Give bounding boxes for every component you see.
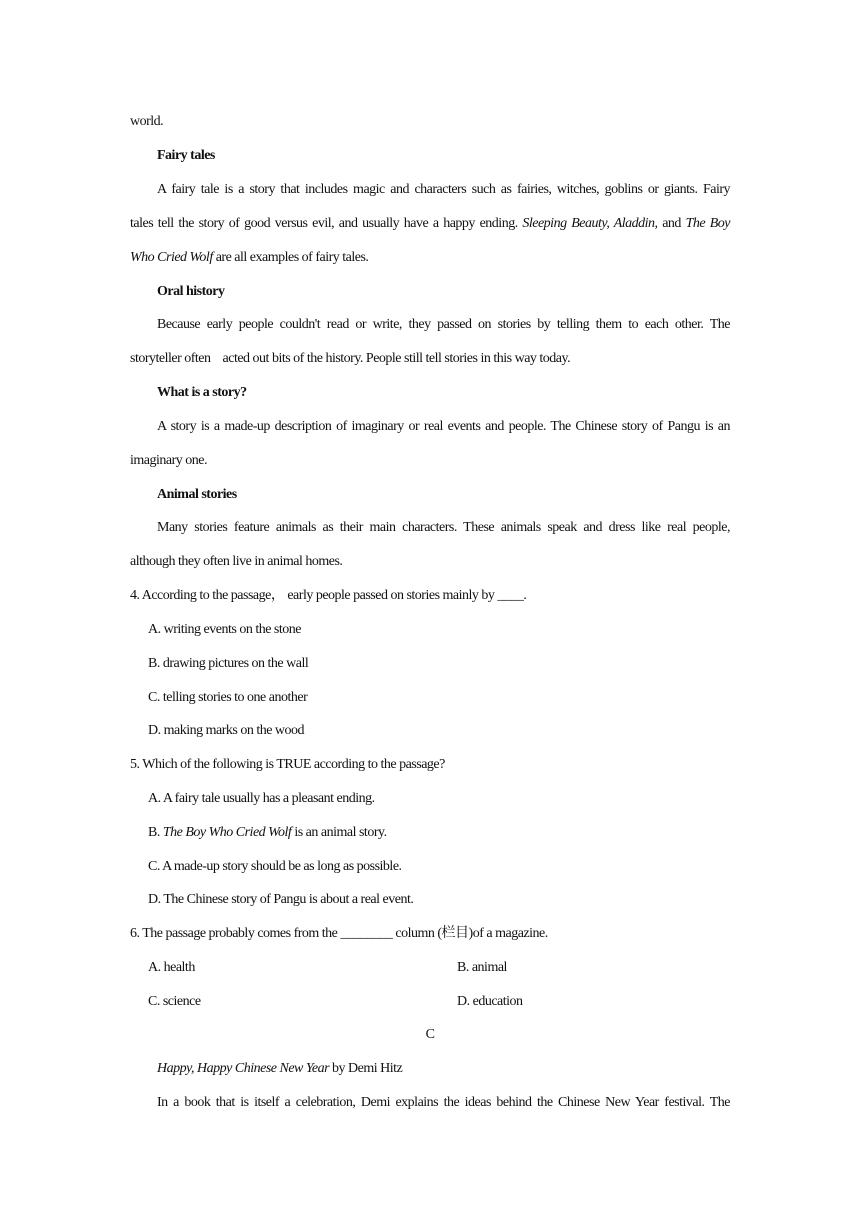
question-5-option-d: D. The Chinese story of Pangu is about a real event.	[148, 892, 414, 907]
fairy-tales-line-2	[130, 215, 730, 233]
animal-stories-line-1: Many stories feature animals as their main characters. These animals speak and dress like real people,	[157, 520, 730, 535]
what-is-story-line-1: A story is a made-up description of imaginary or real events and people. The Chinese story of Pangu is an	[157, 419, 730, 434]
question-4-option-c: C. telling stories to one another	[148, 690, 308, 705]
question-4-option-b: B. drawing pictures on the wall	[148, 656, 309, 671]
question-6-option-d: D. education	[457, 994, 523, 1009]
question-6-option-b: B. animal	[457, 960, 507, 975]
what-is-story-heading: What is a story?	[157, 385, 247, 400]
option-b-title: The Boy Who Cried Wolf	[162, 825, 292, 840]
book-author: by Demi Hitz	[329, 1061, 403, 1076]
question-5-option-a: A. A fairy tale usually has a pleasant ending.	[148, 791, 375, 806]
question-5-stem: 5. Which of the following is TRUE according to the passage?	[130, 757, 445, 772]
option-b-tail: is an animal story.	[291, 825, 387, 840]
option-b-letter: B.	[148, 825, 163, 840]
question-5-option-c: C. A made-up story should be as long as possible.	[148, 859, 402, 874]
fairy-text: tales tell the story of good versus evil, and usually have a happy ending.	[130, 216, 523, 231]
fairy-title-wolf: Who Cried Wolf	[130, 250, 213, 265]
oral-history-line-1: Because early people couldn't read or write, they passed on stories by telling them to each other. The	[157, 317, 730, 332]
fairy-and: and	[657, 216, 686, 231]
fairy-tales-line-1: A fairy tale is a story that includes magic and characters such as fairies, witches, goblins or giants. Fairy	[157, 182, 730, 197]
oral-history-heading: Oral history	[157, 284, 225, 299]
question-6-option-c: C. science	[148, 994, 201, 1009]
question-4-option-a: A. writing events on the stone	[148, 622, 301, 637]
fairy-tales-heading: Fairy tales	[157, 148, 215, 163]
passage-c-line-1: In a book that is itself a celebration, Demi explains the ideas behind the Chinese New Year festival. The	[157, 1095, 730, 1110]
book-title: Happy, Happy Chinese New Year	[157, 1061, 330, 1076]
section-c-label: C	[425, 1027, 435, 1042]
fairy-titles-italic: Sleeping Beauty, Aladdin,	[522, 216, 658, 231]
what-is-story-line-2: imaginary one.	[130, 453, 207, 468]
world-line: world.	[130, 114, 164, 129]
question-4-stem: 4. According to the passage， early people passed on stories mainly by ____.	[130, 588, 527, 603]
oral-history-line-2: storyteller often acted out bits of the history. People still tell stories in this way today.	[130, 351, 571, 366]
fairy-tales-line-3	[130, 249, 730, 267]
question-4-option-d: D. making marks on the wood	[148, 723, 305, 738]
question-6-option-a: A. health	[148, 960, 195, 975]
book-title-line	[157, 1060, 730, 1078]
fairy-title-boy: The Boy	[685, 216, 731, 231]
question-5-option-b	[148, 824, 748, 842]
question-6-stem: 6. The passage probably comes from the ________ column (栏目)of a magazine.	[130, 926, 548, 941]
animal-stories-heading: Animal stories	[157, 487, 237, 502]
fairy-examples: are all examples of fairy tales.	[212, 250, 369, 265]
animal-stories-line-2: although they often live in animal homes.	[130, 554, 343, 569]
